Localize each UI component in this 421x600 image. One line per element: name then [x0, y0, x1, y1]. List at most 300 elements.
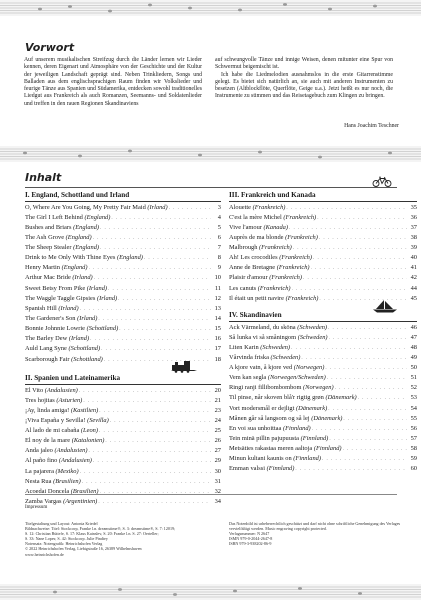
- section-heading: I. England, Schottland und Irland: [25, 191, 221, 202]
- page-number: 45: [410, 294, 417, 302]
- toc-entry: [229, 224, 417, 234]
- toc-entry-title-group: [25, 264, 88, 271]
- song-origin: (Frankreich): [285, 233, 318, 241]
- toc-entry: [25, 498, 221, 508]
- leader-dots: [105, 439, 211, 444]
- song-origin: (Kanada): [263, 223, 288, 231]
- toc-entry-title-group: [229, 455, 321, 462]
- leader-dots: [98, 500, 211, 505]
- page-number: 38: [410, 233, 417, 241]
- page-number: 4: [217, 213, 221, 221]
- page-number: 57: [410, 435, 417, 443]
- leader-dots: [110, 419, 211, 424]
- song-origin: (England): [117, 254, 143, 262]
- leader-dots: [80, 307, 211, 312]
- toc-entry-title-group: [25, 204, 168, 211]
- vorwort-left-column: [24, 57, 202, 108]
- song-origin: (Schweden): [270, 353, 301, 361]
- credit-line: S. 12: Christian Büttefe, S. 17: Klaus Kainslev, S. 20: Franke l.n. S. 27: Oerteller;: [25, 531, 159, 537]
- leader-dots: [327, 376, 407, 381]
- toc-entry: [229, 415, 417, 425]
- song-origin: (Mexiko): [55, 467, 79, 475]
- toc-right-column: [229, 191, 417, 305]
- toc-entry: [25, 397, 221, 407]
- page-number: 51: [410, 374, 417, 382]
- song-origin: (Katalonien): [71, 437, 105, 445]
- music-staff-illustration: [0, 0, 421, 16]
- leader-dots: [313, 256, 407, 261]
- leader-dots: [291, 346, 407, 351]
- toc-entry: [25, 407, 221, 417]
- leader-dots: [82, 480, 211, 485]
- song-origin: (Finnland): [313, 445, 342, 453]
- song-title: El Vito: [25, 386, 44, 394]
- song-title: Så lunka vi så småningom: [229, 333, 297, 341]
- toc-entry-title-group: [229, 234, 318, 241]
- toc-entry-title-group: [229, 224, 288, 231]
- leader-dots: [293, 246, 407, 251]
- song-title: Les canuts: [229, 284, 257, 292]
- vorwort-author: Hans Joachim Teschner: [344, 123, 399, 129]
- song-origin: (Frankreich): [285, 294, 319, 302]
- song-title: Månen går så langsom og så lej: [229, 414, 310, 422]
- song-title: Tein minä pillin pajupuusta: [229, 435, 300, 443]
- credit-line: S. 33: Nane Lopes; S. 42: Stockcorp. Julie Pindtey: [25, 536, 108, 542]
- toc-entry: [25, 234, 221, 244]
- song-origin: (Schweden): [297, 323, 328, 331]
- leader-dots: [311, 266, 407, 271]
- toc-entry: [25, 387, 221, 397]
- toc-entry: [25, 254, 221, 264]
- toc-entry-title-group: [229, 445, 342, 452]
- song-origin: (Argentinien): [63, 498, 98, 506]
- toc-entry: [229, 264, 417, 274]
- toc-entry: [25, 427, 221, 437]
- leader-dots: [79, 389, 211, 394]
- vorwort-right-column: [215, 57, 393, 101]
- page-number: 27: [214, 447, 221, 455]
- top-staff-band: [0, 0, 421, 16]
- toc-left-column-2: [25, 374, 221, 508]
- impressum-credits: [25, 521, 215, 557]
- toc-entry: [25, 457, 221, 467]
- song-title: Al paño fino: [25, 457, 58, 465]
- song-title: Metsäties rakastaa meren aaltoja: [229, 445, 313, 453]
- toc-entry: [229, 455, 417, 465]
- toc-entry-title-group: [25, 437, 104, 444]
- page-number: 7: [217, 244, 221, 252]
- toc-entry-title-group: [25, 345, 100, 352]
- toc-right-column-2: [229, 311, 417, 476]
- song-title: O, Where Are You Going, My Pretty Fair Maid: [25, 203, 146, 211]
- leader-dots: [83, 399, 211, 404]
- ismn-number: ISMN 979-0-2044-2647-8: [229, 536, 273, 542]
- toc-entry-title-group: [25, 397, 82, 404]
- vorwort-heading: Vorwort: [25, 41, 75, 54]
- toc-entry: [25, 305, 221, 315]
- leader-dots: [325, 366, 407, 371]
- page-number: 41: [410, 264, 417, 272]
- leader-dots: [93, 236, 211, 241]
- song-origin: (Frankreich): [269, 274, 302, 282]
- toc-entry-title-group: [229, 394, 357, 401]
- song-title: C'est la mère Michel: [229, 213, 282, 221]
- toc-entry: [229, 324, 417, 334]
- page-number: 30: [214, 467, 221, 475]
- page-number: 50: [410, 364, 417, 372]
- train-icon: [170, 360, 198, 373]
- song-title: Il était un petit navire: [229, 294, 285, 302]
- song-title: The Waggle Taggle Gipsies: [25, 294, 96, 302]
- song-origin: (England): [84, 213, 111, 221]
- toc-entry-title-group: [25, 427, 98, 434]
- page-number: 48: [410, 343, 417, 351]
- bicycle-icon: [372, 176, 392, 187]
- page-number: 47: [410, 333, 417, 341]
- song-origin: (Norwegen/Schweden): [267, 374, 326, 382]
- toc-list: [25, 387, 221, 509]
- vorwort-paragraph: auf schwungvolle Tänze und innige Weisen, denen mitunter eine Spur von Schwermut beigemischt ist.: [215, 57, 393, 71]
- toc-entry-title-group: [25, 254, 143, 261]
- song-title: ¡Ay, linda amiga!: [25, 406, 70, 414]
- leader-dots: [100, 246, 211, 251]
- page-number: 34: [214, 498, 221, 506]
- toc-entry: [229, 274, 417, 284]
- toc-entry: [229, 465, 417, 475]
- song-origin: (England): [73, 244, 100, 252]
- leader-dots: [343, 447, 407, 452]
- page-number: 53: [410, 394, 417, 402]
- toc-entry: [229, 334, 417, 344]
- song-origin: (Dänemark): [311, 414, 343, 422]
- song-title: Nesta Rua: [25, 477, 52, 485]
- song-origin: (Brasilien): [70, 487, 99, 495]
- song-origin: (Schweden): [297, 333, 328, 341]
- toc-entry-title-group: [25, 285, 107, 292]
- isbn-number: ISBN 979-3-938202-86-9: [229, 541, 272, 547]
- song-origin: (Finnland): [266, 465, 295, 473]
- song-title: Sweet Betsy From Pike: [25, 284, 86, 292]
- song-title: Ringi ranji fillibombombom: [229, 384, 302, 392]
- page-number: 25: [214, 427, 221, 435]
- toc-entry-title-group: [25, 234, 92, 241]
- toc-entry-title-group: [229, 264, 310, 271]
- song-title: Vort modersmål er dejligt: [229, 404, 295, 412]
- page-number: 58: [410, 445, 417, 453]
- leader-dots: [90, 337, 211, 342]
- toc-entry: [25, 244, 221, 254]
- publisher-number: Verlagsnummer: N 2647: [229, 531, 270, 537]
- leader-dots: [317, 216, 407, 221]
- inhalt-rule: [25, 187, 397, 188]
- song-origin: (Andalusien): [54, 447, 88, 455]
- song-origin: (Asturien): [56, 396, 83, 404]
- toc-entry-title-group: [229, 415, 342, 422]
- toc-entry-title-group: [25, 224, 99, 231]
- song-title: ¡Viva España y Sevilla!: [25, 416, 86, 424]
- middle-staff-band: [0, 146, 421, 162]
- toc-list: [229, 324, 417, 476]
- toc-entry-title-group: [229, 334, 328, 341]
- section-heading: II. Spanien und Lateinamerika: [25, 374, 221, 385]
- leader-dots: [99, 409, 211, 414]
- leader-dots: [329, 437, 407, 442]
- leader-dots: [144, 256, 211, 261]
- toc-entry-title-group: [25, 498, 97, 505]
- page-number: 42: [410, 274, 417, 282]
- toc-entry: [25, 345, 221, 355]
- song-title: Acoedai Doncela: [25, 487, 70, 495]
- vorwort-paragraph: Auf unserem musikalischen Streifzug durch die Länder lernen wir Lieder kennen, deren Eigenart und Atmosphäre von der Geschichte und der Kultur der jeweiligen Landschaft geprägt sind. Neben Trinkliedern, Songs und Balladen aus dem englischsprachigen Raum finden wir Volkslieder und feurige Tänze aus Spanien und Südamerika, entdecken sowohl traditionelles Liedgut aus Frankreich als auch Romanzen, Seemanns- und Soldatenlieder und treffen in den rauen Regionen Skandinaviens: [24, 57, 202, 107]
- toc-entry-title-group: [229, 405, 327, 412]
- song-title: Plaisir d'amour: [229, 274, 268, 282]
- page-number: 52: [410, 384, 417, 392]
- toc-entry-title-group: [229, 254, 312, 261]
- song-origin: (England): [65, 233, 92, 241]
- page-number: 3: [217, 203, 221, 211]
- toc-entry-title-group: [25, 356, 103, 363]
- song-title: Bushes and Briars: [25, 223, 72, 231]
- toc-entry: [25, 274, 221, 284]
- page-number: 37: [410, 223, 417, 231]
- toc-entry: [25, 468, 221, 478]
- page-number: 60: [410, 465, 417, 473]
- song-title: Ah! Les crocodiles: [229, 254, 278, 262]
- page-number: 5: [217, 223, 221, 231]
- song-origin: (Brasilien): [53, 477, 81, 485]
- leader-dots: [94, 276, 211, 281]
- section-heading: IV. Skandinavien: [229, 311, 417, 322]
- song-title: Vive l'amour: [229, 223, 262, 231]
- inhalt-heading: Inhalt: [25, 171, 62, 184]
- song-origin: (Leon): [80, 427, 98, 435]
- page-number: 59: [410, 455, 417, 463]
- song-origin: (Norwegen): [303, 384, 334, 392]
- toc-entry-title-group: [25, 305, 79, 312]
- toc-entry-title-group: [25, 457, 92, 464]
- toc-entry: [229, 234, 417, 244]
- toc-entry: [229, 435, 417, 445]
- leader-dots: [328, 326, 407, 331]
- toc-entry-title-group: [25, 468, 79, 475]
- toc-entry: [25, 447, 221, 457]
- song-origin: (Frankreich): [279, 254, 313, 262]
- page-number: 24: [214, 416, 221, 424]
- leader-dots: [88, 449, 211, 454]
- toc-entry-title-group: [229, 285, 291, 292]
- song-origin: (Irland): [86, 284, 108, 292]
- toc-entry: [25, 214, 221, 224]
- toc-entry-title-group: [25, 325, 118, 332]
- toc-entry-title-group: [229, 244, 292, 251]
- toc-list: [25, 204, 221, 366]
- impressum-heading: Impressum: [25, 505, 48, 510]
- page-number: 18: [214, 355, 221, 363]
- toc-entry-title-group: [25, 387, 78, 394]
- toc-entry: [229, 374, 417, 384]
- page-number: 12: [214, 294, 221, 302]
- page-number: 15: [214, 325, 221, 333]
- toc-entry-title-group: [229, 324, 327, 331]
- page-number: 21: [214, 396, 221, 404]
- page-number: 20: [214, 386, 221, 394]
- credit-line: Notensatz: Notengrafik: Heinrichshofen Verlag: [25, 541, 103, 547]
- toc-entry: [25, 204, 221, 214]
- song-origin: (England): [73, 223, 100, 231]
- leader-dots: [301, 356, 407, 361]
- toc-entry-title-group: [25, 417, 109, 424]
- page-number: 16: [214, 335, 221, 343]
- toc-entry-title-group: [229, 344, 290, 351]
- song-origin: (Finnland): [293, 455, 321, 463]
- toc-entry: [229, 214, 417, 224]
- leader-dots: [292, 287, 407, 292]
- song-title: Scarborough Fair: [25, 355, 70, 363]
- page-number: 9: [217, 264, 221, 272]
- song-title: Til pinse, når skoven blå'r rigtig grøn: [229, 394, 324, 402]
- song-origin: (Irland): [147, 203, 168, 211]
- page-number: 44: [410, 284, 417, 292]
- song-origin: (Dänemark): [325, 394, 357, 402]
- toc-entry: [229, 364, 417, 374]
- toc-entry-title-group: [25, 214, 110, 221]
- toc-entry: [25, 417, 221, 427]
- impressum-rights: [229, 521, 419, 546]
- song-title: El noy de la mare: [25, 437, 71, 445]
- leader-dots: [119, 327, 211, 332]
- song-title: Zamba Vargas: [25, 498, 62, 506]
- toc-entry: [229, 244, 417, 254]
- song-title: The Barley Dew: [25, 335, 68, 343]
- leader-dots: [335, 386, 407, 391]
- song-origin: (Frankreich): [259, 244, 292, 252]
- page-number: 17: [214, 345, 221, 353]
- sailing-ship-icon: [372, 299, 398, 313]
- song-origin: (Irland): [77, 315, 98, 323]
- song-origin: (England): [61, 264, 88, 272]
- toc-entry: [229, 285, 417, 295]
- toc-entry: [25, 325, 221, 335]
- leader-dots: [100, 226, 211, 231]
- leader-dots: [295, 467, 407, 472]
- toc-entry-title-group: [25, 274, 93, 281]
- song-origin: (Norwegen): [293, 364, 325, 372]
- toc-entry: [229, 384, 417, 394]
- song-origin: (Schottland): [68, 345, 101, 353]
- song-origin: (Irland): [72, 274, 93, 282]
- song-title: Drink to Me Only With Thine Eyes: [25, 254, 116, 262]
- song-title: The Girl I Left Behind: [25, 213, 83, 221]
- toc-entry: [25, 488, 221, 498]
- toc-entry: [25, 335, 221, 345]
- rights-notice: Das Notenbild ist urheberrechtlich geschützt und darf nicht ohne schriftliche Genehmigung des Verlages vervielfältigt werden. Music engraving copyright protected.: [229, 521, 401, 532]
- page-number: 40: [410, 254, 417, 262]
- toc-left-column: [25, 191, 221, 366]
- song-title: Liten Karin: [229, 343, 259, 351]
- toc-entry-title-group: [229, 274, 302, 281]
- song-origin: (Irland): [96, 294, 118, 302]
- toc-entry-title-group: [25, 478, 81, 485]
- song-origin: (Schottland): [86, 325, 119, 333]
- leader-dots: [80, 470, 211, 475]
- toc-entry: [229, 425, 417, 435]
- page-number: 35: [410, 203, 417, 211]
- page-number: 13: [214, 304, 221, 312]
- toc-entry: [229, 254, 417, 264]
- leader-dots: [89, 266, 212, 271]
- toc-entry-title-group: [25, 407, 98, 414]
- page-number: 8: [217, 254, 221, 262]
- leader-dots: [286, 206, 407, 211]
- leader-dots: [118, 297, 211, 302]
- song-title: Arthur Mac Bride: [25, 274, 71, 282]
- toc-entry-title-group: [25, 244, 99, 251]
- music-staff-illustration: [0, 146, 421, 162]
- leader-dots: [319, 236, 407, 241]
- song-title: Auprès de ma blonde: [229, 233, 284, 241]
- leader-dots: [99, 429, 211, 434]
- page-number: 31: [214, 477, 221, 485]
- page-number: 6: [217, 233, 221, 241]
- song-origin: (Frankreich): [257, 284, 291, 292]
- song-title: Malbrough: [229, 244, 258, 252]
- toc-entry-title-group: [229, 354, 300, 361]
- vorwort-paragraph: Ich habe die Liedmelodien ausnahmslos in die erste Gitarrenstimme gelegt. Es bietet sich natürlich an, sie auch mit anderen Instrumenten zu besetzen (Altblockflöte, Querflöte, Geige u.a.). Jetzt heißt es nur noch, die Instrumente zu stimmen und das Reisetagebuch zum Klingen zu bringen.: [215, 71, 393, 100]
- leader-dots: [328, 407, 407, 412]
- page-number: 23: [214, 406, 221, 414]
- toc-entry: [25, 295, 221, 305]
- toc-entry-title-group: [229, 425, 311, 432]
- page-number: 32: [214, 487, 221, 495]
- song-title: Ack Värmeland, du sköna: [229, 323, 296, 331]
- toc-entry: [25, 478, 221, 488]
- song-origin: (Andalusien): [58, 457, 92, 465]
- leader-dots: [329, 336, 407, 341]
- song-origin: (Finnland): [300, 435, 329, 443]
- toc-entry-title-group: [229, 384, 334, 391]
- song-title: Anda jaleo: [25, 447, 53, 455]
- toc-entry: [229, 394, 417, 404]
- toc-entry-title-group: [229, 374, 326, 381]
- section-heading: III. Frankreich und Kanada: [229, 191, 417, 202]
- song-title: Bonnie Johnnie Lowrie: [25, 325, 85, 333]
- toc-entry-title-group: [229, 465, 294, 472]
- toc-entry: [25, 315, 221, 325]
- page-number: 49: [410, 353, 417, 361]
- leader-dots: [358, 396, 407, 401]
- toc-entry-title-group: [229, 214, 316, 221]
- toc-entry: [25, 264, 221, 274]
- song-origin: (Frankreich): [276, 264, 310, 272]
- toc-entry: [229, 354, 417, 364]
- leader-dots: [101, 347, 211, 352]
- song-title: Tres hojitas: [25, 396, 55, 404]
- song-origin: (Irland): [68, 335, 90, 343]
- credit-line: www.heinrichshofen.de: [25, 551, 64, 557]
- toc-entry-title-group: [25, 295, 117, 302]
- toc-entry: [229, 344, 417, 354]
- toc-entry: [25, 224, 221, 234]
- music-staff-illustration: [0, 584, 421, 600]
- page-number: 39: [410, 244, 417, 252]
- song-title: Henry Martin: [25, 264, 60, 272]
- credit-line: Bildnachweise: Titel: Stockcorp, Franke l.n. dreamstime®, S. 3: dreamstime®, S. 7: 12019;: [25, 526, 176, 532]
- song-origin: (Sevilla): [87, 416, 109, 424]
- song-title: A kjore vatn, å kjore ved: [229, 364, 293, 372]
- song-title: Al lado de mi cabaña: [25, 427, 80, 435]
- song-origin: (Kastilien): [70, 406, 99, 414]
- page-number: 54: [410, 404, 417, 412]
